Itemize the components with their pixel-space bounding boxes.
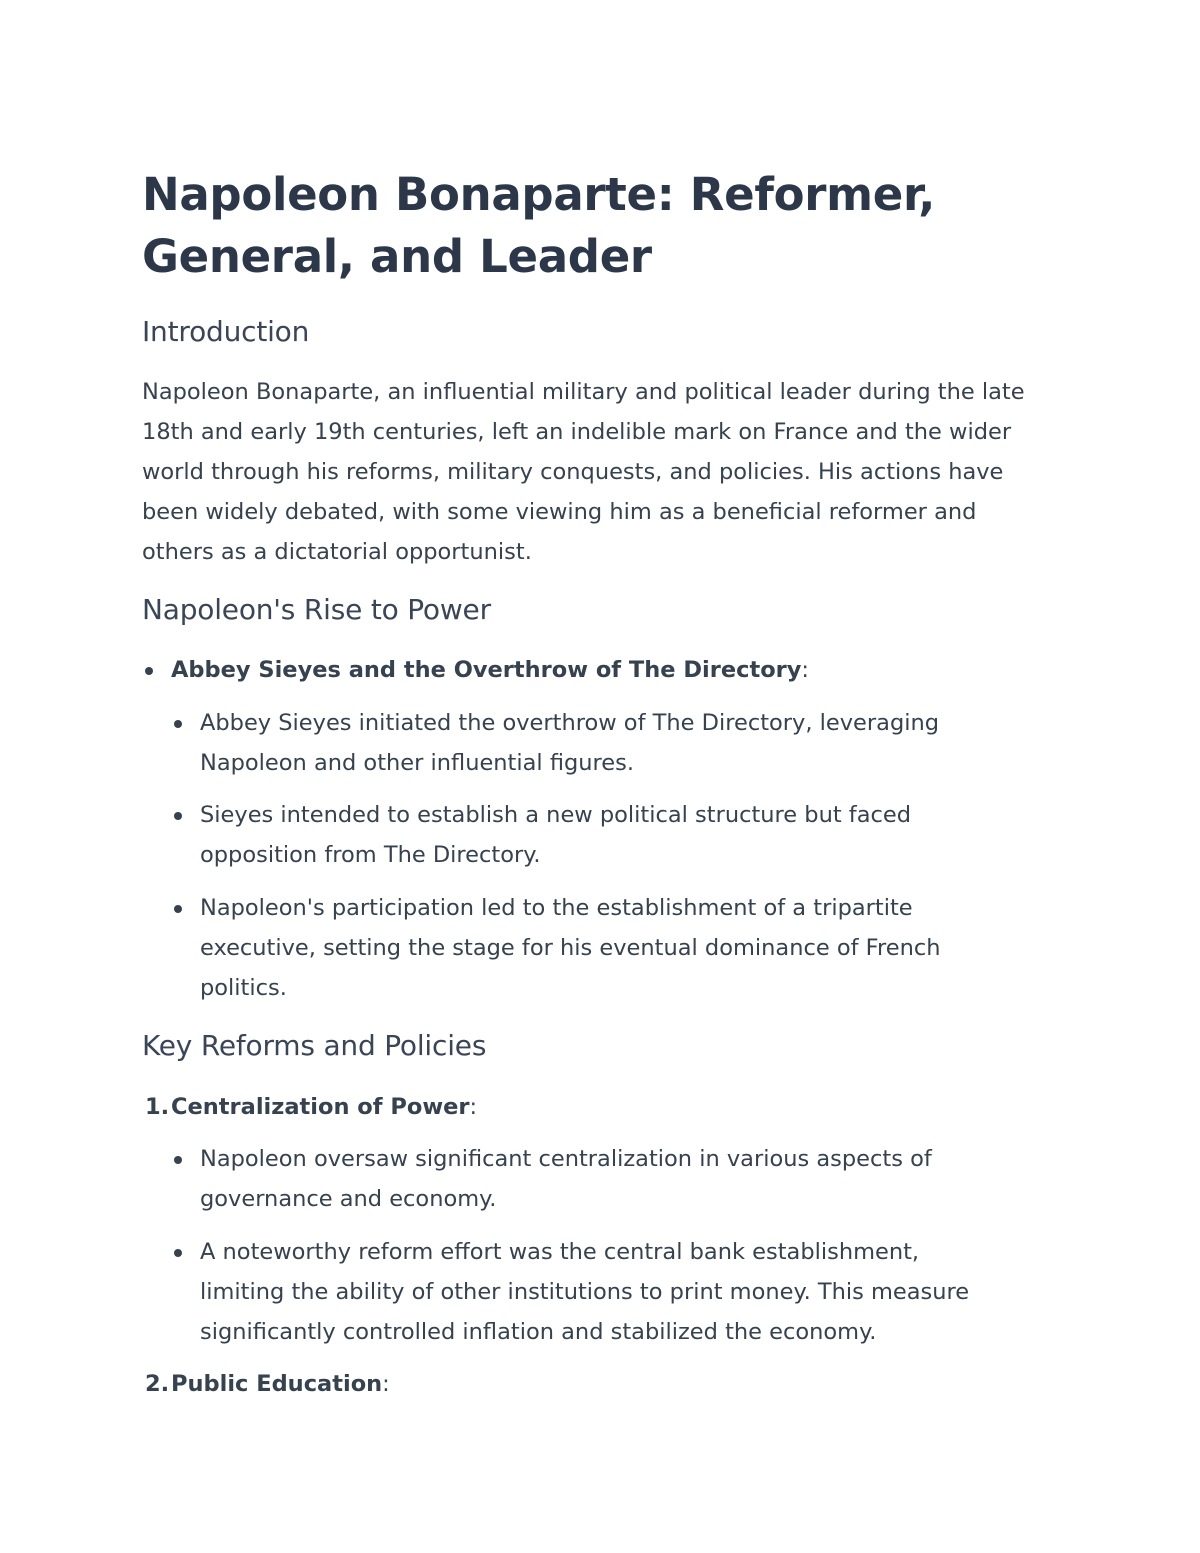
list-item-text: Napoleon oversaw significant centralization in various aspects of governance and economy. — [200, 1146, 932, 1212]
list-item-text: Napoleon's participation led to the establishment of a tripartite executive, setting the stage for his eventual dominance of French politics. — [200, 895, 941, 1001]
list-item-text: Abbey Sieyes initiated the overthrow of The Directory, leveraging Napoleon and other influential figures. — [200, 710, 940, 776]
bullet-icon — [174, 905, 182, 913]
topic-label: Abbey Sieyes and the Overthrow of The Directory — [171, 657, 802, 683]
bullet-icon — [174, 1249, 182, 1257]
topic-colon: : — [801, 657, 810, 683]
heading-rise-to-power: Napoleon's Rise to Power — [142, 593, 491, 626]
heading-key-reforms: Key Reforms and Policies — [142, 1029, 487, 1062]
item-label: Centralization of Power — [171, 1094, 470, 1120]
bullet-icon — [174, 812, 182, 820]
bullet-icon — [174, 720, 182, 728]
item-label: Public Education — [171, 1371, 383, 1397]
item-number: 2. — [145, 1371, 170, 1397]
list-item-text: Sieyes intended to establish a new political structure but faced opposition from The Directory. — [200, 802, 912, 868]
bullet-icon — [145, 667, 153, 675]
item-colon: : — [382, 1371, 390, 1397]
list-item-text: A noteworthy reform effort was the central bank establishment, limiting the ability of other institutions to print money. This measure significantly controlled inflation and stabilized the economy. — [200, 1239, 970, 1345]
item-colon: : — [469, 1094, 478, 1120]
heading-introduction: Introduction — [142, 315, 310, 348]
introduction-paragraph: Napoleon Bonaparte, an influential military and political leader during the late 18th and early 19th centuries, left an indelible mark on France and the wider world through his reforms, military conquests, and policies. His actions have been widely debated, with some viewing him as a beneficial reformer and others as a dictatorial opportunist. — [142, 379, 1025, 565]
bullet-icon — [174, 1156, 182, 1164]
item-number: 1. — [145, 1094, 170, 1120]
document-title: Napoleon Bonaparte: Reformer, General, and Leader — [142, 168, 936, 283]
